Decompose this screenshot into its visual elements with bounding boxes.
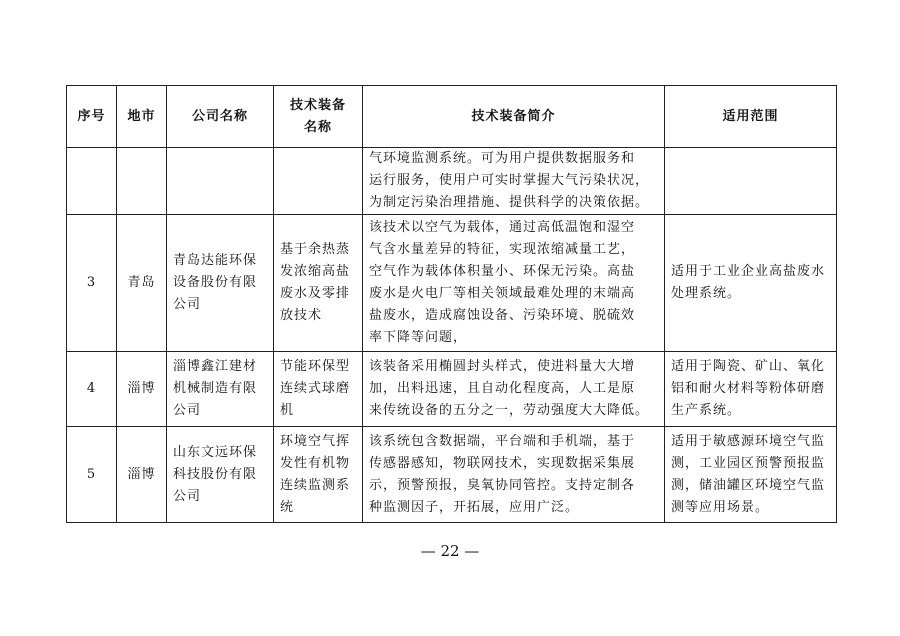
cell-intro [363, 148, 665, 215]
cell-intro [363, 427, 665, 523]
intro-line: 该系统包含数据端，平台端和手机端，基于 [369, 433, 636, 449]
equipment-line: 废水及零排 [280, 286, 351, 301]
intro-line: 示，预警预报，臭氧协同管控。支持定制各 [369, 477, 636, 493]
cell-city: 淄博 [117, 352, 167, 427]
cell-scope [665, 215, 837, 352]
intro-line: 种监测因子，开拓展，应用广泛。 [369, 499, 580, 515]
scope-line: 处理系统。 [671, 286, 742, 301]
table-row-continuation [67, 148, 837, 215]
cell-equipment [274, 148, 363, 215]
page-number: — 22 — [420, 542, 480, 560]
company-line: 科技股份有限 [173, 466, 258, 482]
cell-num: 5 [67, 427, 117, 523]
header-equipment-line: 技术装备 [289, 97, 346, 113]
intro-line: 加，出料迅速，且自动化程度高，人工是原 [369, 381, 636, 396]
cell-intro [363, 352, 665, 427]
cell-company [167, 215, 274, 352]
intro-line: 该技术以空气为载体，通过高低温饱和湿空 [369, 220, 636, 235]
equipment-line: 机 [280, 403, 295, 418]
equipment-line: 连续监测系 [280, 477, 351, 493]
cell-scope [665, 352, 837, 427]
intro-line: 空气作为载体体积量小、环保无污染。高盐 [369, 264, 636, 279]
cell-city [117, 148, 167, 215]
cell-company [167, 148, 274, 215]
cell-company [167, 427, 274, 523]
company-line: 公司 [173, 297, 202, 312]
company-line: 淄博鑫江建材 [173, 359, 258, 374]
equipment-line: 统 [280, 499, 295, 515]
intro-line: 气含水量差异的特征，实现浓缩减量工艺， [369, 242, 636, 257]
scope-line: 铝和耐火材料等粉体研磨 [671, 381, 826, 396]
company-line: 公司 [173, 403, 202, 418]
cell-equipment [274, 215, 363, 352]
intro-line: 废水是火电厂等相关领域最难处理的末端高 [369, 286, 636, 301]
intro-line: 为制定污染治理措施、提供科学的决策依据。 [369, 195, 650, 210]
cell-scope [665, 427, 837, 523]
cell-intro [363, 215, 665, 352]
intro-line: 率下降等问题， [369, 330, 468, 345]
intro-line: 气环境监测系统。可为用户提供数据服务和 [369, 151, 636, 166]
cell-num: 4 [67, 352, 117, 427]
scope-line: 适用于敏感源环境空气监 [671, 433, 826, 449]
scope-line: 测等应用场景。 [671, 499, 770, 515]
equipment-table [66, 85, 837, 523]
scope-line: 适用于陶瓷、矿山、氧化 [671, 359, 826, 374]
equipment-line: 连续式球磨 [280, 381, 351, 396]
header-equipment [274, 86, 363, 148]
cell-city: 青岛 [117, 215, 167, 352]
cell-scope [665, 148, 837, 215]
table-row [67, 427, 837, 523]
equipment-line: 基于余热蒸 [280, 242, 351, 257]
intro-line: 来传统设备的五分之一，劳动强度大大降低。 [369, 403, 650, 418]
equipment-line: 发浓缩高盐 [280, 264, 351, 279]
intro-line: 盐废水，造成腐蚀设备、污染环境、脱硫效 [369, 308, 636, 323]
cell-num: 3 [67, 215, 117, 352]
cell-equipment [274, 352, 363, 427]
intro-line: 该装备采用椭圆封头样式，使进料量大大增 [369, 359, 636, 374]
header-city: 地市 [117, 86, 167, 148]
equipment-line: 发性有机物 [280, 455, 351, 471]
scope-line: 测，储油罐区环境空气监 [671, 477, 826, 493]
table-row [67, 215, 837, 352]
cell-num [67, 148, 117, 215]
equipment-line: 放技术 [280, 308, 323, 323]
company-line: 设备股份有限 [173, 275, 258, 290]
company-line: 山东文远环保 [173, 444, 258, 460]
company-line: 青岛达能环保 [173, 253, 258, 268]
header-scope: 适用范围 [665, 86, 837, 148]
intro-line: 运行服务，使用户可实时掌握大气污染状况， [369, 173, 650, 188]
scope-line: 生产系统。 [671, 403, 742, 418]
header-company: 公司名称 [167, 86, 274, 148]
company-line: 公司 [173, 488, 202, 504]
scope-line: 测，工业园区预警预报监 [671, 455, 826, 471]
equipment-line: 节能环保型 [280, 359, 351, 374]
intro-line: 传感器感知，物联网技术，实现数据采集展 [369, 455, 636, 471]
cell-company [167, 352, 274, 427]
equipment-line: 环境空气挥 [280, 433, 351, 449]
company-line: 机械制造有限 [173, 381, 258, 396]
cell-city: 淄博 [117, 427, 167, 523]
table-row [67, 352, 837, 427]
cell-equipment [274, 427, 363, 523]
scope-line: 适用于工业企业高盐废水 [671, 264, 826, 279]
table-header-row [67, 86, 837, 148]
header-equipment-line: 名称 [303, 119, 332, 135]
header-num: 序号 [67, 86, 117, 148]
header-intro: 技术装备简介 [363, 86, 665, 148]
